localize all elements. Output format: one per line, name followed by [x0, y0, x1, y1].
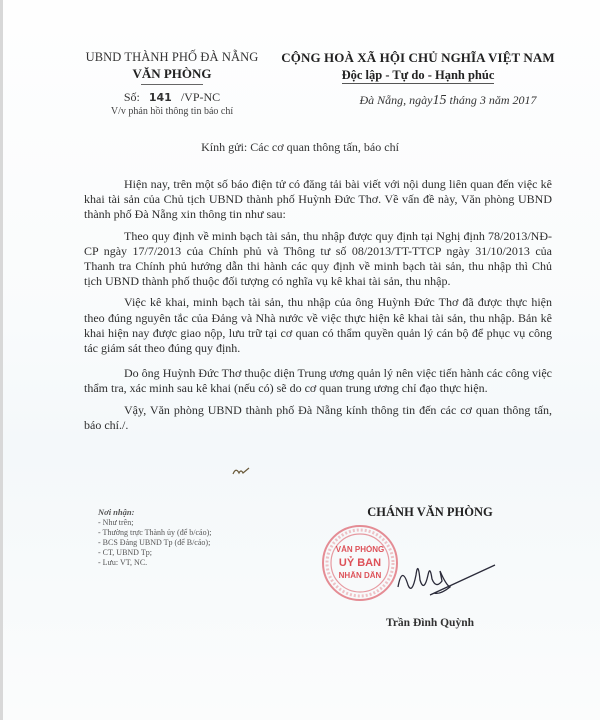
body-paragraph: Vậy, Văn phòng UBND thành phố Đà Nẵng kính thông tin đến các cơ quan thông tấn, báo chí./. [84, 402, 552, 432]
svg-text:NHÂN DÂN: NHÂN DÂN [338, 571, 382, 580]
distribution-item: - Như trên; [98, 518, 134, 527]
svg-text:UỶ BAN: UỶ BAN [338, 557, 382, 569]
org-underline [141, 84, 203, 85]
org-name: VĂN PHÒNG [132, 66, 212, 81]
initials-mark-icon [231, 465, 251, 477]
signature-title: CHÁNH VĂN PHÒNG [367, 505, 493, 519]
body-paragraph: Việc kê khai, minh bạch tài sản, thu nhập của ông Huỳnh Đức Thơ đã được thực hiện theo đúng nguyên tắc của Đảng và Nhà nước về việc thực hiện kê khai tài sản, thu nhập. Bản kê khai hiện nay được giao nộp, lưu trữ tại cơ quan có thẩm quyền quản lý cán bộ để phục vụ công tác giám sát theo đúng quy định. [84, 295, 552, 356]
date-suffix: tháng 3 năm 2017 [449, 93, 537, 107]
parent-org: UBND THÀNH PHỐ ĐÀ NẴNG [85, 50, 259, 64]
distribution-item: - Lưu: VT, NC. [98, 558, 148, 567]
distribution-item: - Thường trực Thành ủy (để b/cáo); [98, 528, 212, 537]
signature-icon [390, 545, 500, 605]
doc-number-prefix: Số: [123, 90, 140, 104]
body-paragraph: Do ông Huỳnh Đức Thơ thuộc diện Trung ương quản lý nên việc tiến hành các công việc thẩm tra, xác minh sau kê khai (nếu có) sẽ do cơ quan trung ương chỉ đạo thực hiện. [84, 366, 552, 396]
national-motto: Độc lập - Tự do - Hạnh phúc [341, 68, 495, 82]
doc-subject: V/v phản hồi thông tin báo chí [110, 106, 234, 117]
svg-text:VĂN PHÒNG: VĂN PHÒNG [335, 545, 385, 554]
date-line [268, 93, 568, 109]
nation-title: CỘNG HOÀ XÃ HỘI CHỦ NGHĨA VIỆT NAM [281, 50, 555, 65]
body-paragraph: Theo quy định về minh bạch tài sản, thu nhập được quy định tại Nghị định 78/2013/NĐ-CP ngày 17/7/2013 của Chính phủ và Thông tư số 08/2013/TT-TTCP ngày 31/10/2013 của Thanh tra Chính phủ hướng dẫn thi hành các quy định về minh bạch tài sản, thu nhập thì Chủ tịch UBND thành phố thuộc đối tượng có nghĩa vụ kê khai tài sản, thu nhập. [84, 228, 552, 289]
doc-number-value: 141 [148, 91, 172, 104]
distribution-list [98, 507, 278, 568]
doc-number [72, 90, 272, 105]
signer-name: Trần Đình Quỳnh [386, 617, 474, 629]
letter-body [84, 177, 552, 439]
date-prefix: Đà Nẵng, ngày [359, 93, 433, 107]
national-header [268, 50, 568, 109]
distribution-item: - BCS Đảng UBND Tp (để B/cáo); [98, 538, 211, 547]
date-day: 15 [432, 93, 447, 108]
recipient-line: Kính gửi: Các cơ quan thông tấn, báo chí [201, 140, 399, 154]
distribution-item: - CT, UBND Tp; [98, 548, 152, 557]
issuer-block [72, 50, 272, 117]
official-stamp-icon [320, 522, 400, 604]
scan-edge [0, 0, 3, 720]
body-paragraph: Hiện nay, trên một số báo điện tử có đăng tải bài viết với nội dung liên quan đến việc kê khai tài sản của Chủ tịch UBND thành phố Huỳnh Đức Thơ. Về vấn đề này, Văn phòng UBND thành phố Đà Nẵng xin thông tin như sau: [84, 177, 552, 222]
doc-number-suffix: /VP-NC [180, 90, 221, 104]
distribution-label: Nơi nhận: [98, 507, 135, 517]
